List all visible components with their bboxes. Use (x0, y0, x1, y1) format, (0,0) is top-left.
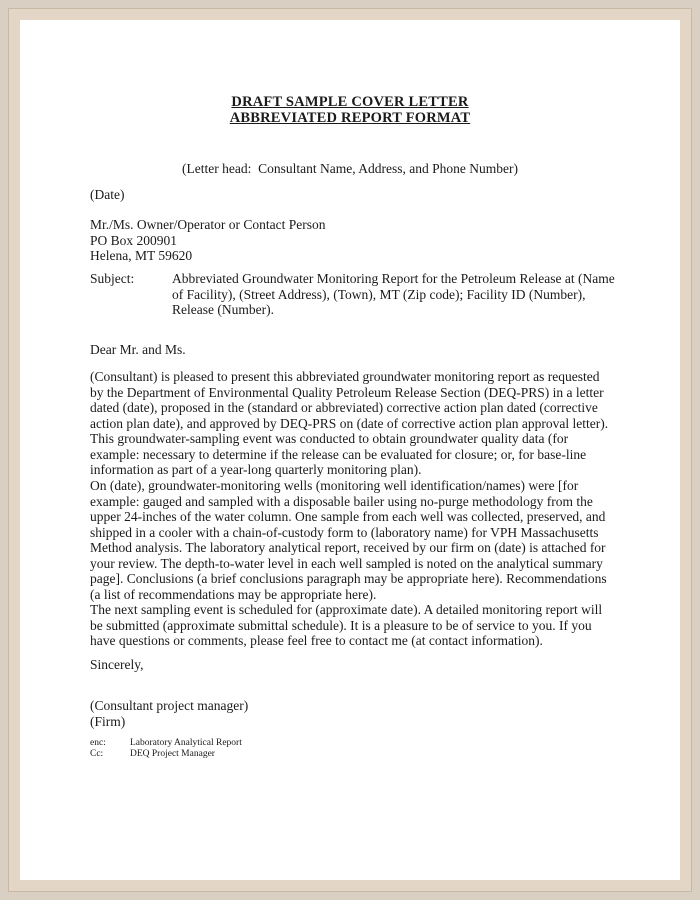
subject-label: Subject: (90, 271, 135, 286)
body-paragraph: (Consultant) is pleased to present this abbreviated groundwater monitoring report as requested by the Department of Environmental Quality Petroleum Release Section (DEQ-PRS) in a letter dated (date), proposed in the (standard or abbreviated) corrective action plan dated (corrective action plan date), and approved by DEQ-PRS on (date of corrective action plan approval letter). This groundwater-sampling event was conducted to obtain groundwater quality data (for example: necessary to determine if the release can be evaluated for closure; or, for base-line information as part of a year-long quarterly monitoring plan). (90, 369, 609, 477)
address-line: PO Box 200901 (90, 232, 178, 248)
enclosure-label: enc: (90, 738, 106, 748)
enclosure-list (90, 738, 242, 760)
date-placeholder: (Date) (90, 187, 125, 202)
body-paragraph: On (date), groundwater-monitoring wells (monitoring well identification/names) were [for example: gauged and sampled with a disposable bailer using no-purge methodology from the upper 24-inches of the water column. One sample from each well was collected, preserved, and shipped in a cooler with a chain-of-custody form to (laboratory name) for VPH Massachusetts Method analysis. The laboratory analytical report, received by our firm on (date) is attached for your review. The depth-to-water level in each well sampled is noted on the analytical summary page]. Conclusions (a brief conclusions paragraph may be appropriate here). Recommendations (a list of recommendations may be appropriate here). (90, 478, 607, 602)
document-title-line2: ABBREVIATED REPORT FORMAT (229, 110, 471, 126)
enclosure-label: Cc: (90, 749, 104, 759)
signature-block (90, 698, 248, 729)
body-paragraph: The next sampling event is scheduled for (approximate date). A detailed monitoring report will be submitted (approximate submittal schedule). It is a pleasure to be of service to you. If you have questions or comments, please feel free to contact me (at contact information). (90, 602, 603, 648)
document-title-line1: DRAFT SAMPLE COVER LETTER (231, 94, 469, 110)
letterhead-placeholder: (Letter head: Consultant Name, Address, and Phone Number) (182, 161, 518, 176)
enclosure-value: DEQ Project Manager (130, 749, 215, 759)
enclosure-value: Laboratory Analytical Report (130, 738, 242, 748)
closing: Sincerely, (90, 657, 144, 672)
recipient-address (90, 217, 325, 264)
signature-line: (Consultant project manager) (90, 698, 249, 713)
enclosure-row (90, 738, 242, 749)
enclosure-row (90, 749, 242, 760)
subject-text: Abbreviated Groundwater Monitoring Report for the Petroleum Release at (Name of Facility), (Street Address), (Town), MT (Zip code); Facility ID (Number), Release (Number). (172, 271, 615, 317)
signature-line: (Firm) (90, 713, 126, 729)
salutation: Dear Mr. and Ms. (90, 342, 186, 357)
address-line: Helena, MT 59620 (90, 248, 193, 263)
address-line: Mr./Ms. Owner/Operator or Contact Person (90, 217, 326, 232)
